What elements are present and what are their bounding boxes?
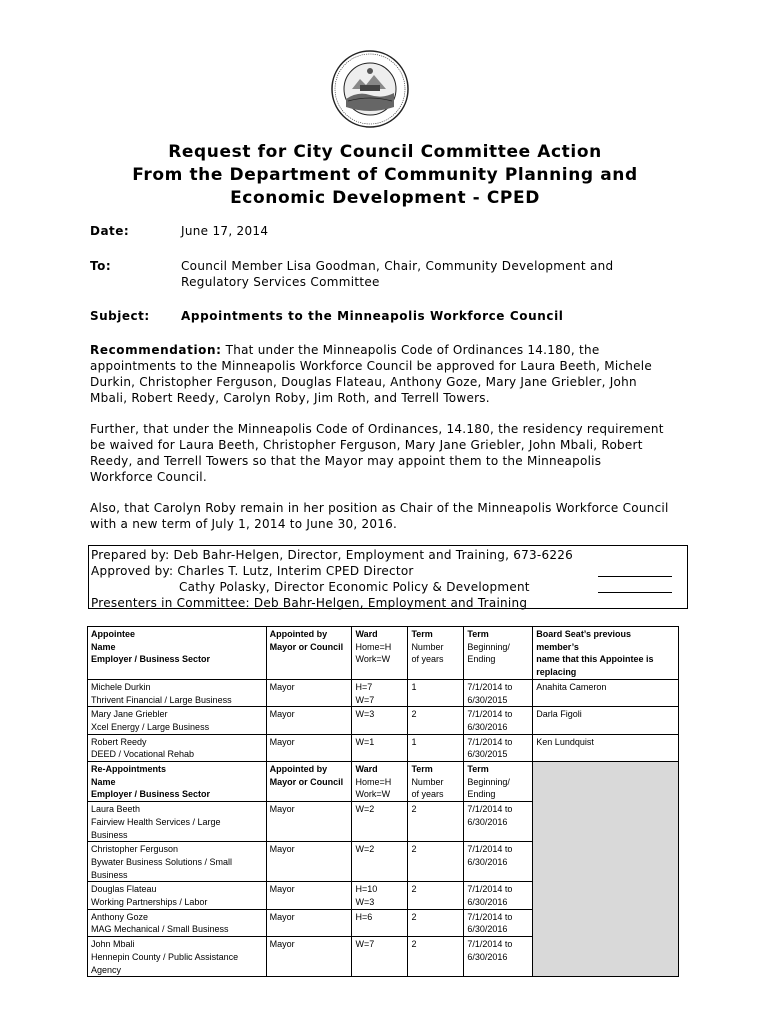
header-cell: Term Number of years [408,762,464,802]
to-label: To: [90,259,112,273]
header-cell: Appointed by Mayor or Council [266,762,352,802]
signature-line [598,576,672,577]
table-row: Mary Jane Griebler Xcel Energy / Large Business Mayor W=3 2 7/1/2014 to 6/30/2016 Darla Figoli [88,707,679,734]
header-cell: Term Beginning/ Ending [464,762,533,802]
shaded-cell [533,762,679,977]
presenters: Presenters in Committee: Deb Bahr-Helgen, Employment and Training [91,596,528,610]
subject-value: Appointments to the Minneapolis Workforce Council [181,309,564,323]
header-cell: Board Seat’s previous member’s name that this Appointee is replacing [533,627,679,680]
reappointment-header-row [88,762,679,802]
table-row: John Mbali Hennepin County / Public Assistance Agency Mayor W=7 2 7/1/2014 to 6/30/2016 [88,937,679,977]
also-paragraph: Also, that Carolyn Roby remain in her position as Chair of the Minneapolis Workforce Council with a new term of July 1, 2014 to June 30, 2016. [90,501,669,531]
approved-by-second: Cathy Polasky, Director Economic Policy & Development [179,580,530,594]
subject-label: Subject: [90,309,150,323]
approved-by: Approved by: Charles T. Lutz, Interim CPED Director [91,564,414,578]
appointments-table [87,626,679,977]
date-value: June 17, 2014 [181,224,269,238]
city-seal-logo [330,49,410,129]
document-title: Request for City Council Committee Action From the Department of Community Planning and Economic Development - CPED [132,142,638,208]
table-row: Christopher Ferguson Bywater Business Solutions / Small Business Mayor W=2 2 7/1/2014 to 6/30/2016 [88,842,679,882]
recommendation-label: Recommendation: [90,343,222,357]
header-cell: Appointed by Mayor or Council [266,627,352,680]
prepared-by-box [88,545,688,609]
table-row: Laura Beeth Fairview Health Services / Large Business Mayor W=2 2 7/1/2014 to 6/30/2016 [88,802,679,842]
table-row: Robert Reedy DEED / Vocational Rehab Mayor W=1 1 7/1/2014 to 6/30/2015 Ken Lundquist [88,734,679,761]
header-cell: Re-Appointments Name Employer / Business Sector [88,762,267,802]
prepared-by: Prepared by: Deb Bahr-Helgen, Director, Employment and Training, 673-6226 [91,548,574,562]
table-row: Anthony Goze MAG Mechanical / Small Business Mayor H=6 2 7/1/2014 to 6/30/2016 [88,909,679,936]
table-row: Douglas Flateau Working Partnerships / Labor Mayor H=10 W=3 2 7/1/2014 to 6/30/2016 [88,882,679,909]
header-cell: Term Beginning/ Ending [464,627,533,680]
header-cell: Ward Home=H Work=W [352,627,408,680]
header-cell: Appointee Name Employer / Business Sector [88,627,267,680]
further-paragraph: Further, that under the Minneapolis Code of Ordinances, 14.180, the residency requirement be waived for Laura Beeth, Christopher Ferguson, Mary Jane Griebler, John Mbali, Robert Reedy, and Terrell Towers so that the Mayor may appoint them to the Minneapolis Workforce Council. [90,422,664,484]
header-cell: Term Number of years [408,627,464,680]
date-label: Date: [90,224,130,238]
recommendation-paragraph: Recommendation: That under the Minneapolis Code of Ordinances 14.180, the appointments to the Minneapolis Workforce Council be approved for Laura Beeth, Michele Durkin, Christopher Ferguson, Douglas Flateau, Anthony Goze, Mary Jane Griebler, John Mbali, Robert Reedy, Carolyn Roby, Jim Roth, and Terrell Towers. [90,343,652,405]
to-value: Council Member Lisa Goodman, Chair, Community Development and Regulatory Services Committee [181,259,614,289]
signature-line [598,592,672,593]
header-cell: Ward Home=H Work=W [352,762,408,802]
appointee-header-row [88,627,679,680]
table-row: Michele Durkin Thrivent Financial / Large Business Mayor H=7 W=7 1 7/1/2014 to 6/30/2015 Anahita Cameron [88,679,679,706]
